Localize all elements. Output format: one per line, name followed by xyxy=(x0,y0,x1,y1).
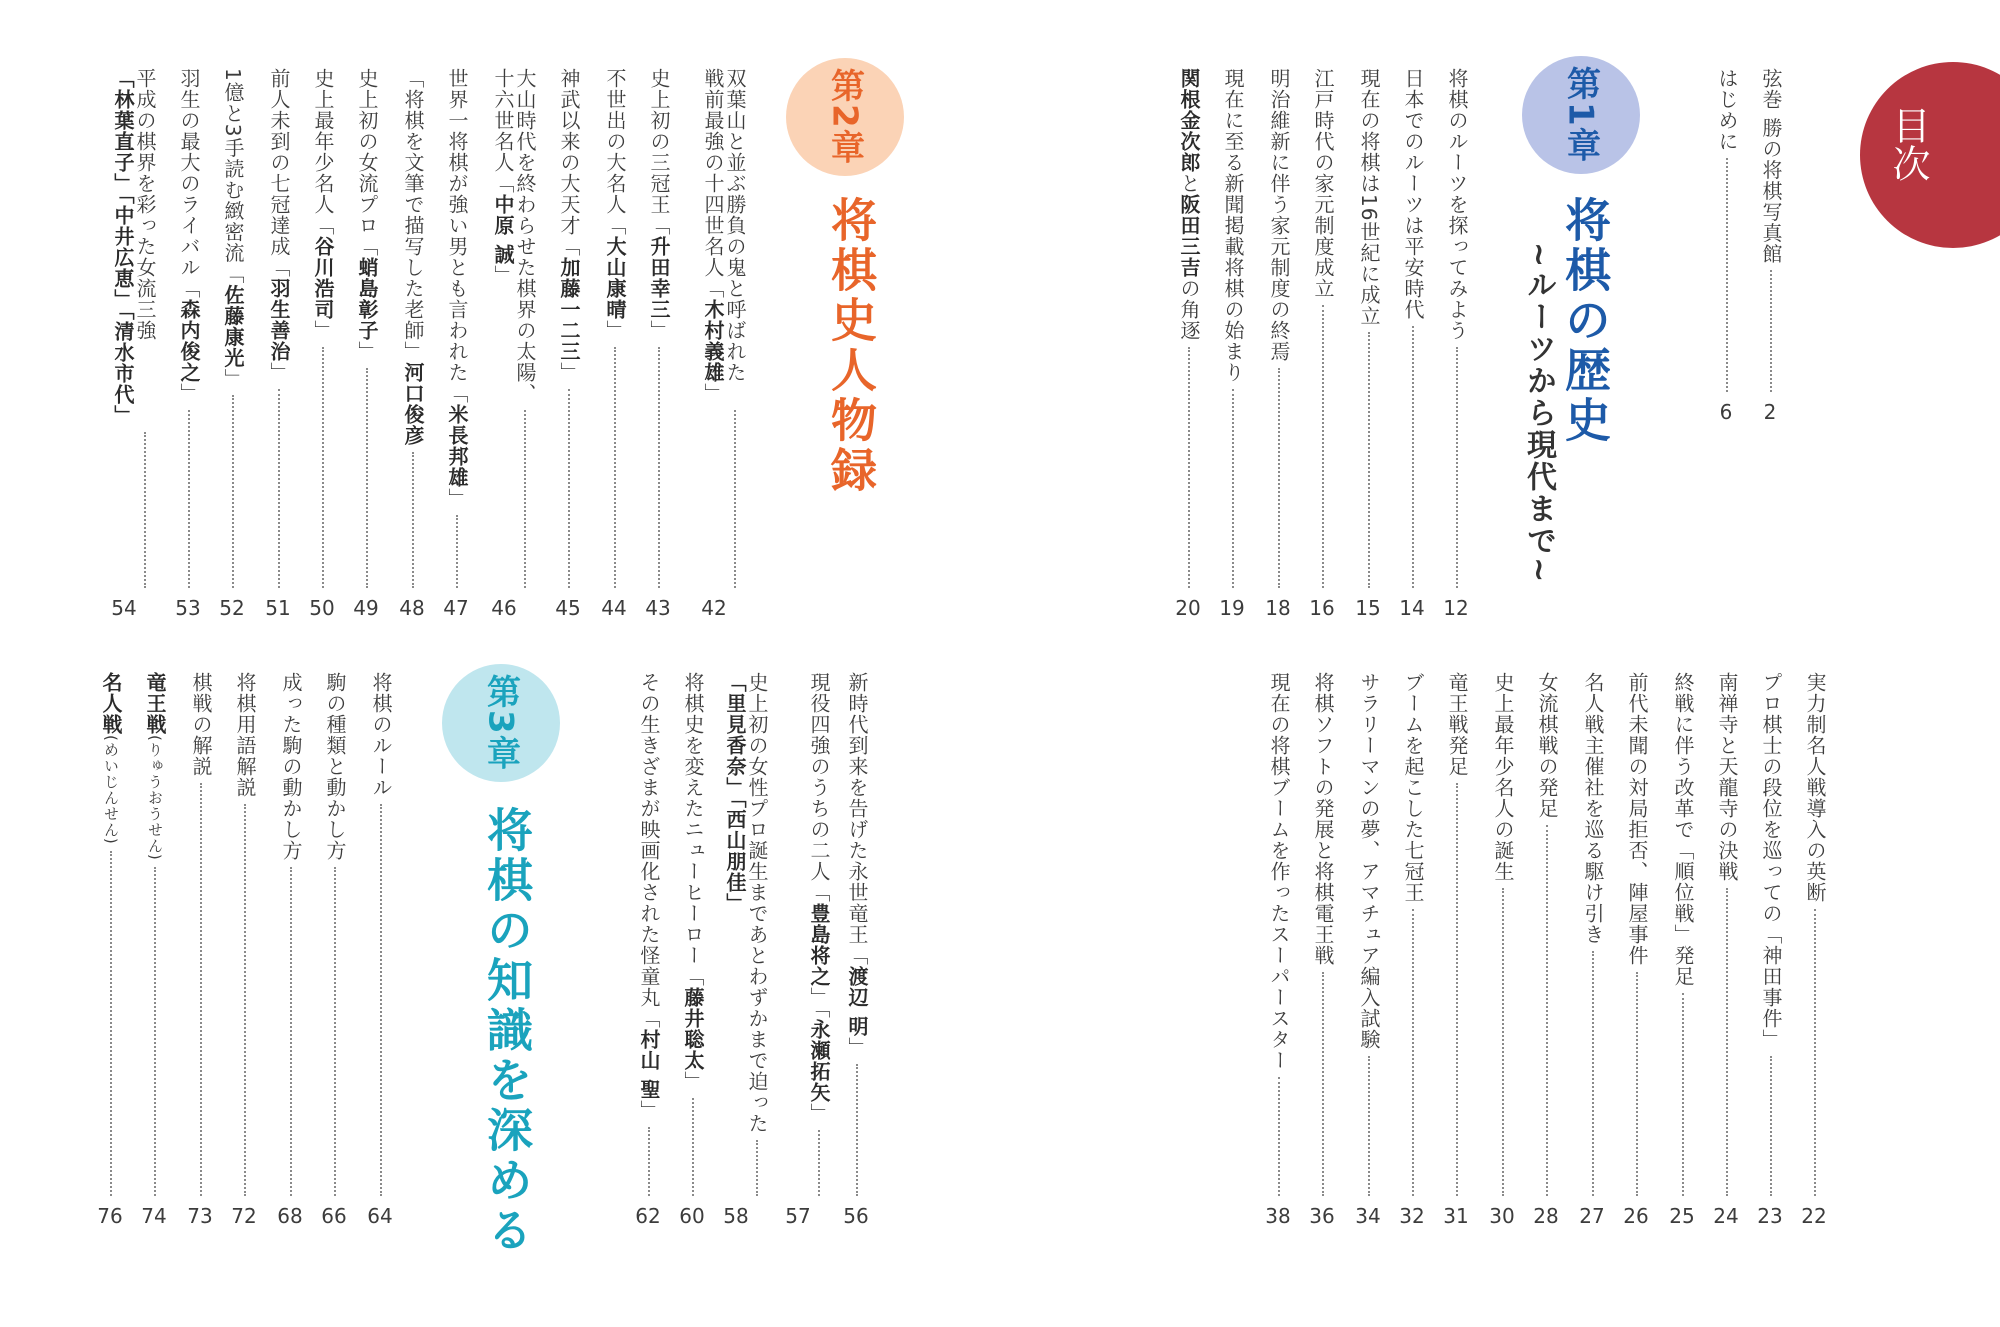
toc-entry-title xyxy=(354,68,378,362)
leader-dots xyxy=(1726,158,1728,392)
leader-dots xyxy=(200,783,202,1196)
toc-entry[interactable] xyxy=(220,68,244,594)
page-number: 64 xyxy=(367,1204,393,1228)
toc-entry[interactable] xyxy=(1310,68,1334,594)
toc-entry-title xyxy=(844,672,868,1058)
toc-entry-title xyxy=(98,672,122,845)
toc-entry-line xyxy=(513,68,537,404)
toc-entry-line xyxy=(143,672,167,861)
leader-dots xyxy=(1412,909,1414,1196)
leader-dots xyxy=(1636,972,1638,1196)
toc-entry-title xyxy=(680,672,704,1092)
page-number: 68 xyxy=(277,1204,303,1228)
page-number: 74 xyxy=(141,1204,167,1228)
toc-entry[interactable] xyxy=(100,68,156,594)
entry-text-part: 神武以来の大天才「 xyxy=(557,68,581,257)
ch2-title: 将棋史人物録 xyxy=(824,196,878,496)
toc-entry-title: ブームを起こした七冠王 xyxy=(1401,672,1425,903)
page-number: 76 xyxy=(97,1204,123,1228)
entry-text-part: 米長邦雄 xyxy=(445,404,469,488)
leader-dots xyxy=(1456,783,1458,1196)
toc-entry-title: サラリーマンの夢、アマチュア編入試験 xyxy=(1357,672,1381,1050)
entry-text-part: 佐藤康光 xyxy=(221,284,245,369)
toc-entry-line xyxy=(279,672,303,861)
toc-entry-title: 明治維新に伴う家元制度の終焉 xyxy=(1267,68,1291,362)
toc-entry[interactable] xyxy=(1356,68,1380,594)
leader-dots xyxy=(524,410,526,588)
entry-text-part: 棋戦の解説 xyxy=(189,672,213,777)
toc-entry-title xyxy=(400,68,424,446)
toc-entry[interactable] xyxy=(1580,672,1604,1202)
toc-entry[interactable] xyxy=(1266,68,1290,594)
entry-text-part: 豊島将之 xyxy=(807,903,831,987)
toc-entry[interactable] xyxy=(1356,672,1380,1202)
leader-dots xyxy=(692,1098,694,1196)
toc-entry-title xyxy=(444,68,468,509)
toc-entry-title xyxy=(636,672,660,1121)
toc-entry-title xyxy=(556,68,580,383)
leader-dots xyxy=(322,347,324,588)
entry-text-part: 」 xyxy=(681,1071,705,1092)
page-number: 12 xyxy=(1443,596,1469,620)
entry-text-part: 升田幸三 xyxy=(647,236,671,320)
toc-entry[interactable] xyxy=(1802,672,1826,1202)
ch2-badge-text: 第2章 xyxy=(824,68,865,166)
toc-entry[interactable] xyxy=(1670,672,1694,1202)
toc-entry-title: 史上最年少名人の誕生 xyxy=(1491,672,1515,882)
leader-dots xyxy=(412,452,414,588)
entry-text-part: その生きざまが映画化された怪童丸「 xyxy=(637,672,661,1029)
toc-entry[interactable] xyxy=(712,672,768,1202)
page-number: 19 xyxy=(1219,596,1245,620)
page-number: 54 xyxy=(111,596,137,620)
toc-entry[interactable] xyxy=(400,68,424,594)
leader-dots xyxy=(366,368,368,588)
toc-entry[interactable] xyxy=(680,672,704,1202)
leader-dots xyxy=(1188,347,1190,588)
toc-entry-title: 弦巻 勝の将棋写真館 xyxy=(1759,68,1783,265)
entry-text-part: 河口俊彦 xyxy=(401,362,425,446)
page-number: 50 xyxy=(309,596,335,620)
page-number: 53 xyxy=(175,596,201,620)
leader-dots xyxy=(1412,326,1414,588)
entry-text-part: 大山康晴 xyxy=(603,236,627,320)
toc-entry-line xyxy=(445,68,469,509)
toc-entry[interactable] xyxy=(1310,672,1334,1202)
toc-entry-line xyxy=(557,68,581,383)
leader-dots xyxy=(290,867,292,1196)
toc-entry-title xyxy=(232,672,256,798)
page-number: 32 xyxy=(1399,1204,1425,1228)
leader-dots xyxy=(856,1064,858,1196)
page-number: 24 xyxy=(1713,1204,1739,1228)
entry-text-part: 森内俊之 xyxy=(177,299,201,383)
leader-dots xyxy=(1682,993,1684,1196)
toc-entry[interactable] xyxy=(1714,68,1738,398)
toc-entry[interactable] xyxy=(176,68,200,594)
entry-text-part: 」 xyxy=(445,488,469,509)
leader-dots xyxy=(1232,389,1234,588)
leader-dots xyxy=(1814,909,1816,1196)
entry-text-part: 村山 聖 xyxy=(637,1029,661,1100)
entry-text-part: 蛸島彰子 xyxy=(355,257,379,341)
toc-entry-line xyxy=(681,672,705,1092)
toc-entry-line xyxy=(491,68,515,286)
toc-entry-line xyxy=(267,68,291,383)
toc-entry-title: 実力制名人戦導入の英断 xyxy=(1803,672,1827,903)
entry-text-part: 新時代到来を告げた永世竜王「 xyxy=(845,672,869,966)
leader-dots xyxy=(1770,270,1772,392)
entry-text-part: 「将棋を文筆で描写した老師」 xyxy=(401,68,425,362)
ch1-badge-text: 第1章 xyxy=(1560,66,1601,164)
entry-text-part: と xyxy=(1177,173,1201,194)
page-number: 62 xyxy=(635,1204,661,1228)
leader-dots xyxy=(244,804,246,1196)
page-number: 20 xyxy=(1175,596,1201,620)
page-number: 34 xyxy=(1355,1204,1381,1228)
entry-text-part: 」 xyxy=(557,362,581,383)
toc-entry[interactable] xyxy=(1758,68,1782,398)
toc-entry-line xyxy=(807,672,831,1124)
page-number: 15 xyxy=(1355,596,1381,620)
page-number: 60 xyxy=(679,1204,705,1228)
toc-entry-title: 女流棋戦の発足 xyxy=(1535,672,1559,819)
toc-entry-title xyxy=(142,672,166,861)
toc-entry[interactable] xyxy=(266,68,290,594)
toc-entry-title: 将棋のルーツを探ってみよう xyxy=(1445,68,1469,341)
page-number: 2 xyxy=(1763,400,1777,424)
ch2-badge xyxy=(786,58,904,176)
leader-dots xyxy=(614,347,616,588)
toc-entry-title xyxy=(100,68,156,426)
page-number: 42 xyxy=(701,596,727,620)
toc-entry-title: はじめに xyxy=(1715,68,1739,152)
entry-text-part: 永瀬拓矢 xyxy=(807,1019,831,1103)
entry-text-part: 」 xyxy=(355,341,379,362)
page-number: 26 xyxy=(1623,1204,1649,1228)
toc-entry[interactable] xyxy=(232,672,256,1202)
entry-text-part: 」 xyxy=(603,320,627,341)
toc-entry-line xyxy=(189,672,213,777)
leader-dots xyxy=(154,867,156,1196)
leader-dots xyxy=(1546,825,1548,1196)
entry-text-part: (めいじんせん) xyxy=(102,735,120,845)
page-number: 22 xyxy=(1801,1204,1827,1228)
page-number: 52 xyxy=(219,596,245,620)
ch1-badge xyxy=(1522,56,1640,174)
toc-entry-title xyxy=(712,672,768,1134)
page-number: 48 xyxy=(399,596,425,620)
page-number: 16 xyxy=(1309,596,1335,620)
leader-dots xyxy=(232,395,234,588)
entry-text-part: (りゅうおうせん) xyxy=(146,735,164,861)
toc-entry-line xyxy=(323,672,347,861)
toc-entry-line xyxy=(99,672,123,845)
entry-text-part: 世界一将棋が強い男とも言われた「 xyxy=(445,68,469,404)
leader-dots xyxy=(734,410,736,588)
toc-entry[interactable] xyxy=(1176,68,1200,594)
entry-text-part: 大山時代を終わらせた棋界の太陽、 xyxy=(513,68,537,404)
entry-text-part: 加藤一二三 xyxy=(557,257,581,362)
toc-entry[interactable] xyxy=(368,672,392,1202)
page-number: 57 xyxy=(785,1204,811,1228)
leader-dots xyxy=(456,515,458,588)
page-number: 28 xyxy=(1533,1204,1559,1228)
toc-entry[interactable] xyxy=(278,672,302,1202)
toc-entry[interactable] xyxy=(1444,672,1468,1202)
entry-text-part: 」 xyxy=(311,320,335,341)
toc-entry[interactable] xyxy=(1220,68,1244,594)
toc-entry-line xyxy=(111,68,135,426)
toc-entry[interactable] xyxy=(1444,68,1468,594)
toc-entry-line xyxy=(603,68,627,341)
ch1-subtitle: ~ルーツから現代まで~ xyxy=(1521,242,1556,585)
page-number: 38 xyxy=(1265,1204,1291,1228)
toc-entry[interactable] xyxy=(646,68,670,594)
page-number: 58 xyxy=(723,1204,749,1228)
leader-dots xyxy=(818,1130,820,1196)
page-number: 14 xyxy=(1399,596,1425,620)
page-number: 46 xyxy=(491,596,517,620)
toc-entry-title: 現在に至る新聞掲載将棋の始まり xyxy=(1221,68,1245,383)
page-number: 56 xyxy=(843,1204,869,1228)
entry-text-part: 将棋のルール xyxy=(369,672,393,798)
leader-dots xyxy=(1368,332,1370,588)
toc-entry[interactable] xyxy=(354,68,378,594)
entry-text-part: 駒の種類と動かし方 xyxy=(323,672,347,861)
toc-entry-title: 現在の将棋ブームを作ったスーパースター xyxy=(1267,672,1291,1071)
toc-entry[interactable] xyxy=(444,68,468,594)
page-number: 45 xyxy=(555,596,581,620)
entry-text-part: 羽生の最大のライバル「 xyxy=(177,68,201,299)
entry-text-part: 」 xyxy=(647,320,671,341)
entry-text-part: 」 xyxy=(221,368,245,390)
toc-entry-line xyxy=(221,68,245,389)
entry-text-part: 」「 xyxy=(807,987,831,1019)
toc-entry[interactable] xyxy=(1400,68,1424,594)
toc-entry-line xyxy=(647,68,671,341)
toc-entry-line xyxy=(701,68,725,404)
toc-entry[interactable] xyxy=(322,672,346,1202)
toc-entry[interactable] xyxy=(188,672,212,1202)
leader-dots xyxy=(1502,888,1504,1196)
page-number: 47 xyxy=(443,596,469,620)
toc-entry-title xyxy=(690,68,746,404)
entry-text-part: 成った駒の動かし方 xyxy=(279,672,303,861)
entry-text-part: 史上初の女流プロ「 xyxy=(355,68,379,257)
entry-text-part: 阪田三吉 xyxy=(1177,194,1201,278)
entry-text-part: 1億と3手読む緻密流「 xyxy=(221,68,245,285)
toc-entry-title: 日本でのルーツは平安時代 xyxy=(1401,68,1425,320)
toc-entry-line xyxy=(401,68,425,446)
entry-text-part: 十六世名人「 xyxy=(491,68,515,194)
leader-dots xyxy=(658,347,660,588)
toc-entry-line xyxy=(311,68,335,341)
leader-dots xyxy=(144,432,146,588)
page-number: 6 xyxy=(1719,400,1733,424)
toc-entry[interactable] xyxy=(1400,672,1424,1202)
toc-entry[interactable] xyxy=(636,672,660,1202)
toc-entry-line xyxy=(723,68,747,383)
entry-text-part: 平成の棋界を彩った女流三強 xyxy=(133,68,157,341)
toc-entry[interactable] xyxy=(1758,672,1782,1202)
leader-dots xyxy=(1770,1056,1772,1196)
toc-entry-line xyxy=(177,68,201,404)
leader-dots xyxy=(1726,888,1728,1196)
page-number: 18 xyxy=(1265,596,1291,620)
leader-dots xyxy=(756,1140,758,1196)
toc-entry[interactable] xyxy=(98,672,122,1202)
entry-text-part: 」 xyxy=(267,362,291,383)
entry-text-part: 」 xyxy=(807,1103,831,1124)
toc-entry-title xyxy=(188,672,212,777)
toc-entry-title xyxy=(774,672,830,1124)
leader-dots xyxy=(278,389,280,588)
toc-entry[interactable] xyxy=(1534,672,1558,1202)
toc-entry-title: 竜王戦発足 xyxy=(1445,672,1469,777)
toc-entry[interactable] xyxy=(310,68,334,594)
leader-dots xyxy=(1322,305,1324,588)
entry-text-part: 戦前最強の十四世名人「 xyxy=(701,68,725,299)
toc-entry[interactable] xyxy=(1624,672,1648,1202)
page-number: 66 xyxy=(321,1204,347,1228)
entry-text-part: 」 xyxy=(637,1099,661,1121)
toc-entry[interactable] xyxy=(774,672,830,1202)
leader-dots xyxy=(380,804,382,1196)
ch1-title: 将棋の歴史 xyxy=(1558,196,1612,446)
toc-entry[interactable] xyxy=(480,68,536,594)
toc-entry-title: 終戦に伴う改革で「順位戦」発足 xyxy=(1671,672,1695,987)
entry-text-part: 不世出の大名人「 xyxy=(603,68,627,236)
toc-entry-title xyxy=(646,68,670,341)
entry-text-part: 関根金次郎 xyxy=(1177,68,1201,173)
toc-entry-line xyxy=(745,672,769,1134)
toc-entry[interactable] xyxy=(1490,672,1514,1202)
toc-entry-title: プロ棋士の段位を巡っての「神田事件」 xyxy=(1759,672,1783,1050)
page-number: 30 xyxy=(1489,1204,1515,1228)
leader-dots xyxy=(1278,368,1280,588)
toc-entry-title: 将棋ソフトの発展と将棋電王戦 xyxy=(1311,672,1335,966)
toc-entry[interactable] xyxy=(602,68,626,594)
leader-dots xyxy=(188,410,190,588)
toc-entry[interactable] xyxy=(690,68,746,594)
entry-text-part: 「里見香奈」「西山朋佳」 xyxy=(723,672,747,914)
entry-text-part: 」 xyxy=(701,383,725,404)
page-number: 43 xyxy=(645,596,671,620)
mokuji-label: 目次 xyxy=(1886,106,1930,182)
toc-entry-title: 名人戦主催社を巡る駆け引き xyxy=(1581,672,1605,945)
toc-entry-title: 現在の将棋は16世紀に成立 xyxy=(1357,68,1381,327)
toc-entry-title xyxy=(310,68,334,341)
toc-entry-line xyxy=(637,672,661,1121)
ch3-title: 将棋の知識を深める xyxy=(480,806,534,1256)
entry-text-part: 将棋用語解説 xyxy=(233,672,257,798)
page-number: 73 xyxy=(187,1204,213,1228)
toc-entry[interactable] xyxy=(142,672,166,1202)
toc-entry-line xyxy=(369,672,393,798)
toc-entry-title xyxy=(602,68,626,341)
entry-text-part: 史上初の三冠王「 xyxy=(647,68,671,236)
toc-entry-title: 前代未聞の対局拒否、陣屋事件 xyxy=(1625,672,1649,966)
entry-text-part: 羽生善治 xyxy=(267,278,291,362)
toc-entry-title xyxy=(368,672,392,798)
entry-text-part: 中原 誠 xyxy=(491,194,515,265)
toc-entry-title: 南禅寺と天龍寺の決戦 xyxy=(1715,672,1739,882)
leader-dots xyxy=(1278,1077,1280,1196)
page-number: 49 xyxy=(353,596,379,620)
toc-entry-line xyxy=(723,672,747,914)
entry-text-part: 「林葉直子」「中井広恵」「清水市代」 xyxy=(111,68,135,426)
page-number: 23 xyxy=(1757,1204,1783,1228)
leader-dots xyxy=(1456,347,1458,588)
entry-text-part: 名人戦 xyxy=(99,672,123,735)
entry-text-part: 史上最年少名人「 xyxy=(311,68,335,236)
leader-dots xyxy=(1368,1056,1370,1196)
toc-entry-title: 江戸時代の家元制度成立 xyxy=(1311,68,1335,299)
toc-entry-title xyxy=(1176,68,1200,341)
page-number: 51 xyxy=(265,596,291,620)
toc-entry[interactable] xyxy=(844,672,868,1202)
toc-entry-title xyxy=(278,672,302,861)
entry-text-part: 木村義雄 xyxy=(701,299,725,383)
entry-text-part: 将棋史を変えたニューヒーロー「 xyxy=(681,672,705,987)
page-number: 25 xyxy=(1669,1204,1695,1228)
toc-entry[interactable] xyxy=(556,68,580,594)
entry-text-part: 」 xyxy=(845,1036,869,1058)
leader-dots xyxy=(648,1127,650,1196)
entry-text-part: 史上初の女性プロ誕生まであとわずかまで迫った xyxy=(745,672,769,1134)
toc-entry-title xyxy=(480,68,536,404)
mokuji-badge xyxy=(1860,62,2000,248)
toc-entry-title xyxy=(322,672,346,861)
page-number: 31 xyxy=(1443,1204,1469,1228)
leader-dots xyxy=(110,851,112,1196)
toc-entry[interactable] xyxy=(1266,672,1290,1202)
page-number: 72 xyxy=(231,1204,257,1228)
toc-entry-title xyxy=(220,68,244,389)
entry-text-part: 前人未到の七冠達成「 xyxy=(267,68,291,278)
entry-text-part: 藤井聡太 xyxy=(681,987,705,1071)
entry-text-part: の角逐 xyxy=(1177,278,1201,341)
entry-text-part: 双葉山と並ぶ勝負の鬼と呼ばれた xyxy=(723,68,747,383)
leader-dots xyxy=(568,389,570,588)
toc-entry-line xyxy=(845,672,869,1058)
toc-entry-line xyxy=(233,672,257,798)
entry-text-part: 」 xyxy=(177,383,201,404)
entry-text-part: 」 xyxy=(491,264,515,286)
entry-text-part: 竜王戦 xyxy=(143,672,167,735)
toc-entry-title xyxy=(176,68,200,404)
leader-dots xyxy=(1592,951,1594,1196)
leader-dots xyxy=(334,867,336,1196)
toc-entry-title xyxy=(266,68,290,383)
ch3-badge xyxy=(442,664,560,782)
toc-entry-line xyxy=(1177,68,1201,341)
page-number: 44 xyxy=(601,596,627,620)
entry-text-part: 谷川浩司 xyxy=(311,236,335,320)
entry-text-part: 現役四強のうちの二人「 xyxy=(807,672,831,903)
page-number: 36 xyxy=(1309,1204,1335,1228)
leader-dots xyxy=(1322,972,1324,1196)
entry-text-part: 渡辺 明 xyxy=(845,966,869,1037)
toc-entry[interactable] xyxy=(1714,672,1738,1202)
ch3-badge-text: 第3章 xyxy=(480,674,521,772)
toc-entry-line xyxy=(133,68,157,341)
page-number: 27 xyxy=(1579,1204,1605,1228)
toc-entry-line xyxy=(355,68,379,362)
